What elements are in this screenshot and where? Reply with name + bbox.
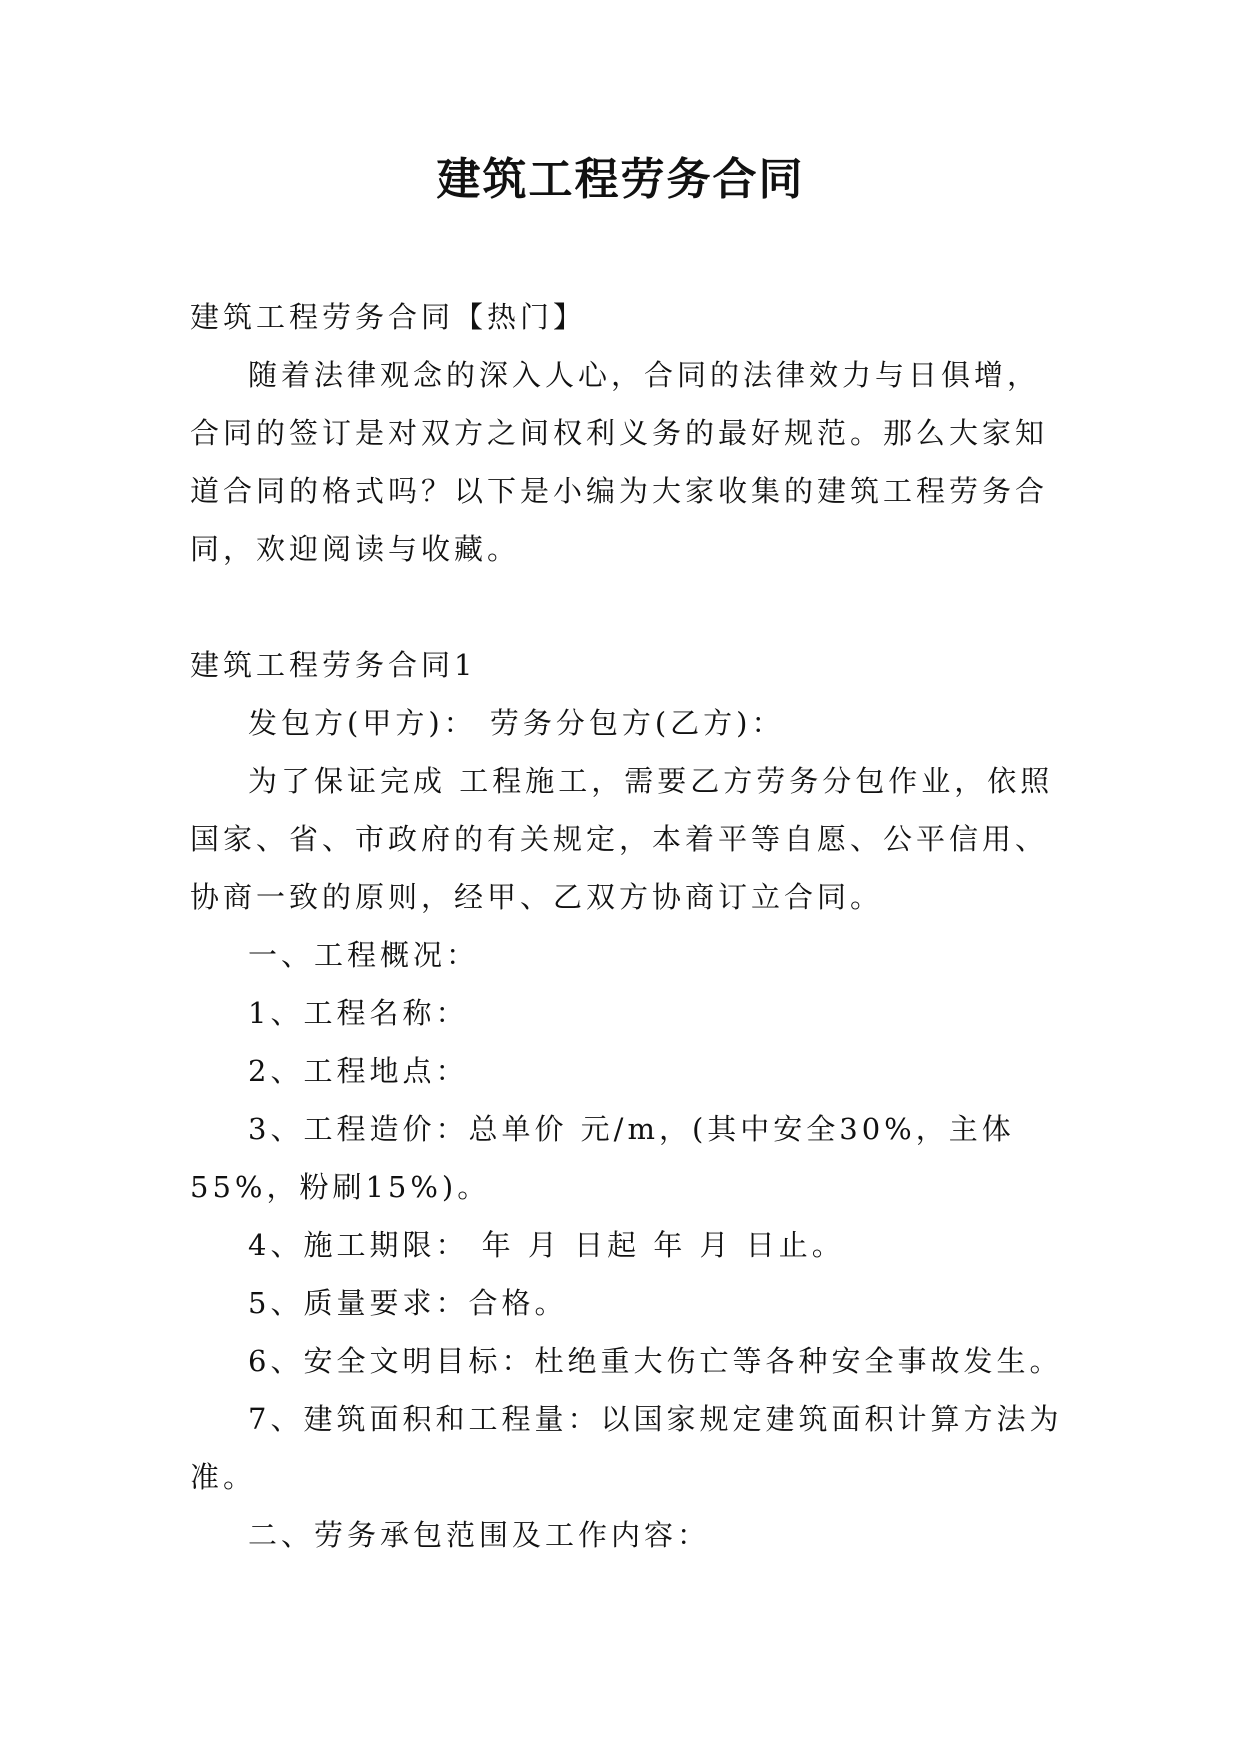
intro-paragraph: 随着法律观念的深入人心，合同的法律效力与日俱增，合同的签订是对双方之间权利义务的最好规范。那么大家知道合同的格式吗？以下是小编为大家收集的建筑工程劳务合同，欢迎阅读与收藏。 bbox=[190, 358, 1049, 566]
clause-item-5: 5、质量要求：合格。 bbox=[248, 1286, 568, 1320]
clause-item-1: 1、工程名称： bbox=[248, 996, 469, 1030]
document-title: 建筑工程劳务合同 bbox=[436, 154, 805, 205]
section-heading: 建筑工程劳务合同1 bbox=[190, 648, 477, 682]
clause-item-6: 6、安全文明目标：杜绝重大伤亡等各种安全事故发生。 bbox=[248, 1344, 1063, 1378]
clause-item-7: 7、建筑面积和工程量：以国家规定建筑面积计算方法为准。 bbox=[190, 1402, 1063, 1494]
purpose-paragraph: 为了保证完成 工程施工，需要乙方劳务分包作业，依照国家、省、市政府的有关规定，本着平等自愿、公平信用、协商一致的原则，经甲、乙双方协商订立合同。 bbox=[190, 764, 1054, 914]
subtitle-line: 建筑工程劳务合同【热门】 bbox=[190, 300, 587, 334]
parties-line: 发包方(甲方)： 劳务分包方(乙方)： bbox=[248, 706, 785, 740]
clause-heading-1: 一、工程概况： bbox=[248, 938, 480, 972]
clause-heading-2: 二、劳务承包范围及工作内容： bbox=[248, 1518, 711, 1552]
clause-item-2: 2、工程地点： bbox=[248, 1054, 469, 1088]
clause-item-3: 3、工程造价：总单价 元/m，(其中安全30%，主体55%，粉刷15%)。 bbox=[190, 1112, 1015, 1204]
clause-item-4: 4、施工期限： 年 月 日起 年 月 日止。 bbox=[248, 1228, 845, 1262]
document-body bbox=[190, 288, 1070, 1564]
